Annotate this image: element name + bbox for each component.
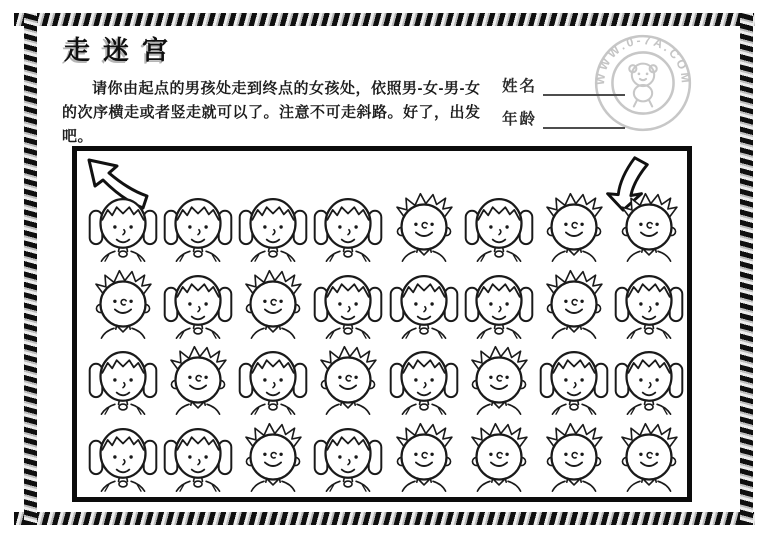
girl-face-icon <box>162 416 234 498</box>
girl-face-icon <box>87 186 159 268</box>
maze-cell-boy[interactable] <box>387 189 461 265</box>
border-ribbon-bottom <box>14 512 755 525</box>
age-input-line[interactable] <box>543 113 625 129</box>
mascot-icon <box>629 64 657 107</box>
girl-face-icon <box>312 186 384 268</box>
girl-face-icon <box>237 186 309 268</box>
maze-cell-girl[interactable] <box>462 266 536 342</box>
boy-face-icon <box>463 339 535 421</box>
girl-face-icon <box>613 339 685 421</box>
maze-cell-boy[interactable] <box>236 266 310 342</box>
maze-cell-boy[interactable] <box>86 266 160 342</box>
maze-cell-girl[interactable] <box>236 342 310 418</box>
name-input-line[interactable] <box>543 80 625 96</box>
boy-face-icon <box>613 186 685 268</box>
border-ribbon-left <box>24 13 37 525</box>
maze-cell-girl[interactable] <box>86 342 160 418</box>
girl-face-icon <box>87 416 159 498</box>
girl-face-icon <box>613 263 685 345</box>
girl-face-icon <box>538 339 610 421</box>
maze-cell-boy[interactable] <box>462 419 536 495</box>
boy-face-icon <box>463 416 535 498</box>
watermark-text: WWW.0-7A.COM <box>592 33 694 86</box>
maze-cell-boy[interactable] <box>462 342 536 418</box>
girl-face-icon <box>388 339 460 421</box>
maze-cell-girl[interactable] <box>161 189 235 265</box>
boy-face-icon <box>388 186 460 268</box>
boy-face-icon <box>312 339 384 421</box>
border-ribbon-right <box>740 13 753 525</box>
maze-cell-girl[interactable] <box>387 342 461 418</box>
maze-cell-boy[interactable] <box>612 189 686 265</box>
boy-face-icon <box>538 263 610 345</box>
maze-cell-girl[interactable] <box>537 342 611 418</box>
border-ribbon-top <box>14 13 755 26</box>
maze-board <box>72 146 692 502</box>
faces-grid <box>85 189 687 495</box>
maze-cell-girl[interactable] <box>161 266 235 342</box>
maze-cell-girl[interactable] <box>161 419 235 495</box>
boy-face-icon <box>162 339 234 421</box>
maze-cell-girl[interactable] <box>311 189 385 265</box>
boy-face-icon <box>87 263 159 345</box>
name-field-row <box>502 74 625 96</box>
boy-face-icon <box>237 416 309 498</box>
maze-cell-girl[interactable] <box>86 419 160 495</box>
maze-cell-boy[interactable] <box>537 419 611 495</box>
maze-cell-girl[interactable] <box>86 189 160 265</box>
boy-face-icon <box>613 416 685 498</box>
girl-face-icon <box>463 186 535 268</box>
girl-face-icon <box>87 339 159 421</box>
maze-cell-boy[interactable] <box>236 419 310 495</box>
age-label: 年龄 <box>502 111 538 128</box>
boy-face-icon <box>538 416 610 498</box>
name-label: 姓名 <box>502 78 538 95</box>
age-field-row <box>502 107 625 129</box>
page-title: 走迷宫 <box>64 35 182 65</box>
girl-face-icon <box>162 186 234 268</box>
instructions-text: 请你由起点的男孩处走到终点的女孩处，依照男-女-男-女的次序横走或者竖走就可以了。注意不可走斜路。好了，出发吧。 <box>62 80 481 145</box>
girl-face-icon <box>312 263 384 345</box>
girl-face-icon <box>237 339 309 421</box>
maze-cell-boy[interactable] <box>537 266 611 342</box>
boy-face-icon <box>538 186 610 268</box>
maze-cell-girl[interactable] <box>462 189 536 265</box>
boy-face-icon <box>388 416 460 498</box>
student-fields <box>502 74 625 140</box>
maze-cell-girl[interactable] <box>311 266 385 342</box>
girl-face-icon <box>162 263 234 345</box>
maze-cell-boy[interactable] <box>161 342 235 418</box>
maze-cell-girl[interactable] <box>387 266 461 342</box>
maze-cell-girl[interactable] <box>612 342 686 418</box>
maze-cell-boy[interactable] <box>387 419 461 495</box>
maze-cell-boy[interactable] <box>311 342 385 418</box>
maze-cell-boy[interactable] <box>612 419 686 495</box>
maze-cell-girl[interactable] <box>311 419 385 495</box>
girl-face-icon <box>312 416 384 498</box>
maze-cell-girl[interactable] <box>236 189 310 265</box>
boy-face-icon <box>237 263 309 345</box>
maze-cell-boy[interactable] <box>537 189 611 265</box>
maze-cell-girl[interactable] <box>612 266 686 342</box>
girl-face-icon <box>463 263 535 345</box>
girl-face-icon <box>388 263 460 345</box>
